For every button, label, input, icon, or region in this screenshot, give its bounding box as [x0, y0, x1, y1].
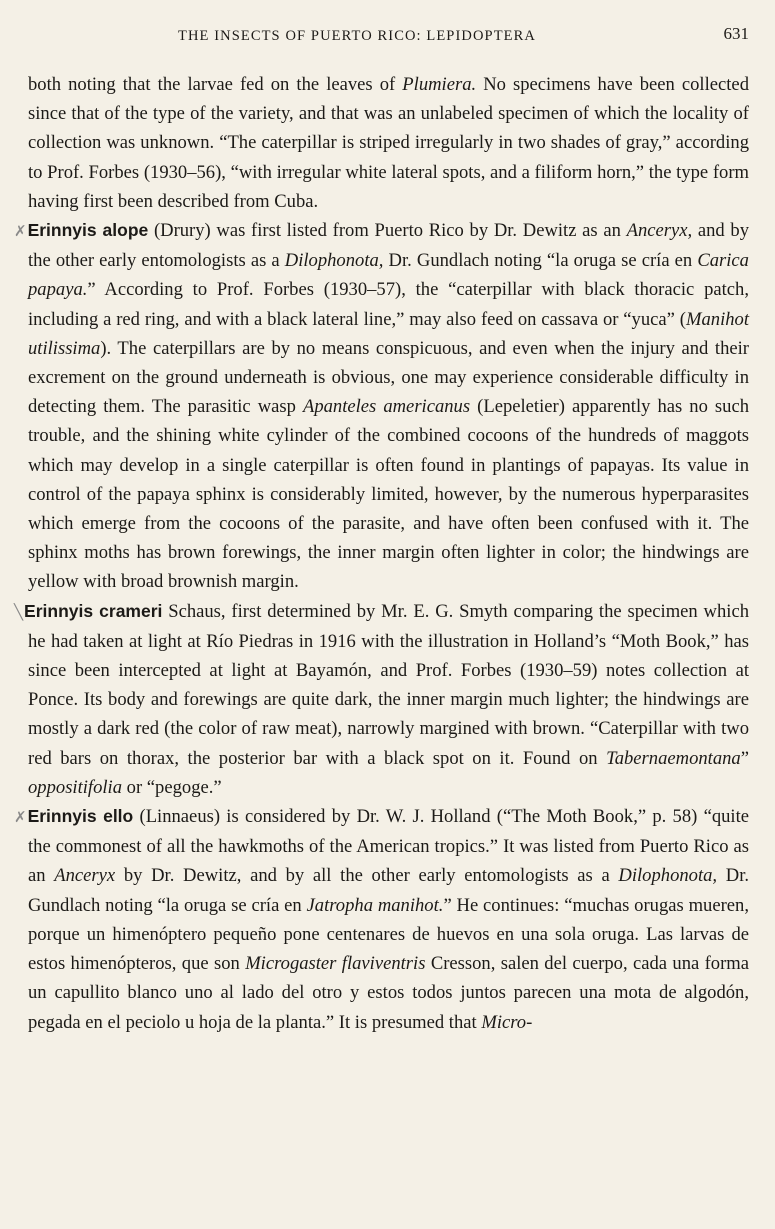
running-title: THE INSECTS OF PUERTO RICO: LEPIDOPTERA [178, 28, 536, 44]
italic-taxon: Carica papaya. [28, 250, 749, 301]
body-text [14, 70, 750, 1037]
species-name: Erinnyis crameri [24, 600, 163, 621]
paragraph-plumiera-continuation [28, 70, 749, 216]
italic-taxon: Anceryx, [626, 220, 693, 242]
italic-taxon: Manihot utilissima [28, 308, 749, 359]
text-run: both noting that the larvae fed on the leaves of [28, 74, 403, 95]
text-run: ” [740, 747, 749, 769]
paragraph-erinnyis-crameri [14, 597, 749, 802]
text-run: (Drury) was first listed from Puerto Rico by Dr. Dewitz as an [148, 220, 627, 242]
running-head [28, 24, 749, 54]
margin-check-mark: ✗ [14, 808, 27, 827]
italic-taxon: Jatropha manihot. [306, 894, 444, 916]
italic-taxon: Apanteles americanus [302, 396, 471, 418]
text-run: Cresson, salen del cuerpo, cada una forma un capullito blanco uno al lado del otro y estos todos juntos parecen una mota de algodón, pegada en el peciolo u hoja de la planta.” It is presumed that [28, 953, 750, 1033]
margin-check-mark: ╲ [14, 602, 24, 621]
text-run: Dr. Gundlach noting “la oruga se cría en [28, 865, 750, 916]
text-run: ” According to Prof. Forbes (1930–57), the “caterpillar with black thoracic patch, including a red ring, and with a black lateral line,” may also feed on cassava or “yuca” ( [28, 279, 749, 330]
text-run: (Lepeletier) apparently has no such trouble, and the shining white cylinder of the combined cocoons of the hundreds of maggots which may develop in a single caterpillar is often found in plantings of papayas. Its value in control of the papaya sphinx is considerably limited, however, by the numerous hyperparasites which emerge from the cocoons of the parasite, and have often been confused with it. The sphinx moths has brown forewings, the inner margin often lighter in color; the hindwings are yellow with broad brownish margin. [28, 396, 750, 593]
italic-taxon: Tabernaemontana [606, 747, 741, 769]
page-number: 631 [723, 24, 749, 43]
text-run: (Linnaeus) is considered by Dr. W. J. Holland (“The Moth Book,” p. 58) “quite the commonest of all the hawkmoths of the American tropics.” It was listed from Puerto Rico as an [28, 806, 750, 887]
italic-taxon: Dilophonota, [618, 865, 718, 887]
text-run: Dr. Gundlach noting “la oruga se cría en [383, 250, 698, 272]
paragraph-erinnyis-alope [14, 216, 750, 597]
italic-taxon: Micro- [481, 1011, 533, 1033]
species-name: Erinnyis ello [27, 806, 134, 827]
italic-taxon: Anceryx [54, 865, 116, 887]
text-run: ). The caterpillars are by no means conspicuous, and even when the injury and their excrement on the ground underneath is obvious, one may experience considerable difficulty in detecting them. The parasitic wasp [28, 337, 749, 418]
italic-taxon: Microgaster flaviventris [245, 953, 426, 975]
text-run: Schaus, first determined by Mr. E. G. Smyth comparing the specimen which he had taken at light at Río Piedras in 1916 with the illustration in Holland’s “Moth Book,” has since been intercepted at light at Bayamón, and Prof. Forbes (1930–59) notes collection at Ponce. Its body and forewings are quite dark, the inner margin much lighter; the hindwings are mostly a dark red (the color of raw meat), narrowly margined with brown. “Caterpillar with two red bars on thorax, the posterior bar with a black spot on it. Found on [28, 600, 749, 769]
species-name: Erinnyis alope [27, 220, 149, 241]
book-page [0, 24, 775, 1229]
italic-taxon: Dilophonota, [284, 250, 384, 272]
text-run: No specimens have been collected since that of the type of the variety, and that was an unlabeled specimen of which the locality of collection was unknown. “The caterpillar is striped irregularly in two shades of gray,” according to Prof. Forbes (1930–56), “with irregular white lateral spots, and a filiform horn,” the type form having first been described from Cuba. [28, 74, 749, 212]
margin-check-mark: ✗ [14, 222, 27, 241]
text-run: ” He continues: “muchas orugas mueren, porque un himenóptero pequeño pone centenares de huevos en una sola oruga. Las larvas de estos himenópteros, que son [28, 894, 749, 975]
italic-taxon: Plumiera. [402, 74, 477, 95]
text-run: or “pegoge.” [122, 776, 222, 798]
italic-taxon: oppositifolia [28, 776, 123, 798]
text-run: and by the other early entomologists as a [28, 220, 749, 272]
text-run: by Dr. Dewitz, and by all the other early entomologists as a [115, 865, 619, 887]
paragraph-erinnyis-ello [14, 802, 750, 1037]
